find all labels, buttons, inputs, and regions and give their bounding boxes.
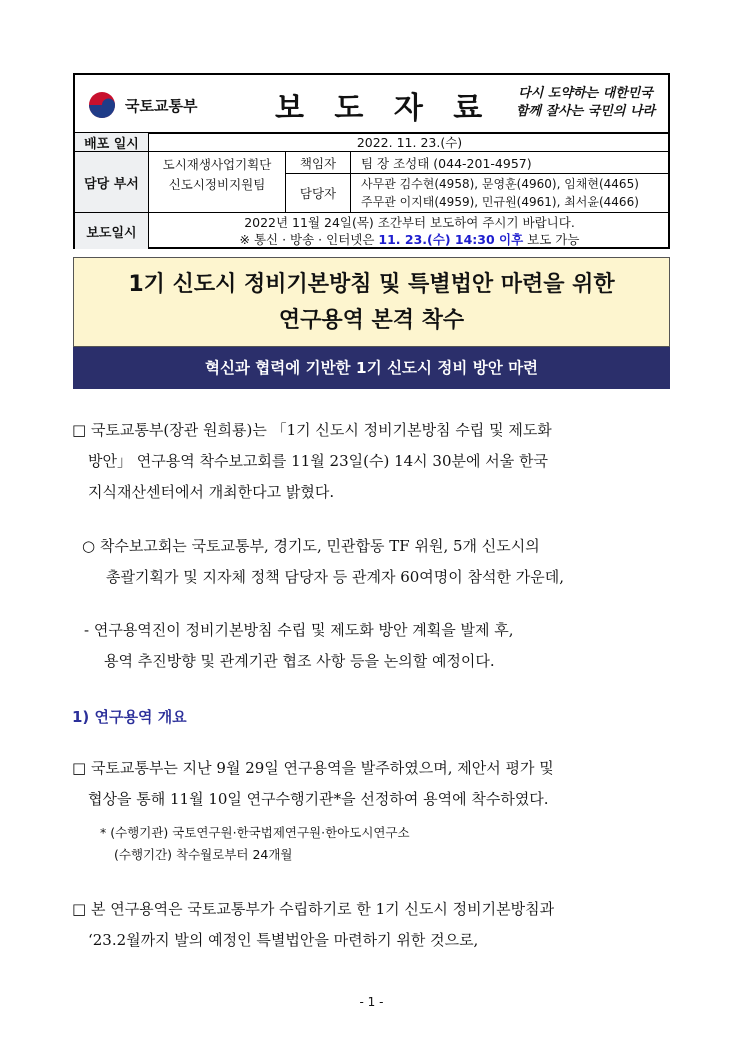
- footnote: [100, 822, 660, 866]
- headline-line2: 연구용역 본격 착수: [278, 308, 465, 333]
- staff-list: [361, 175, 671, 211]
- paragraph-4: □ 국토교통부는 지난 9월 29일 연구용역을 발주하였으며, 제안서 평가 및 협상을 통해 11월 10일 연구수행기관*을 선정하여 용역에 착수하였다.: [72, 759, 554, 808]
- dept-label: 담당 부서: [75, 152, 148, 212]
- paragraph-3: - 연구용역진이 정비기본방침 수립 및 제도화 방안 계획을 발제 후, 용역 추진방향 및 관계기관 협조 사항 등을 논의할 예정이다.: [84, 621, 514, 670]
- slogan-line2: 함께 잘사는 국민의 나라: [515, 104, 656, 119]
- footnote-line1: * (수행기관) 국토연구원·한국법제연구원·한아도시연구소: [100, 825, 410, 840]
- staff-line1: 사무관 김수현(4958), 문영훈(4960), 임채현(4465): [361, 177, 639, 191]
- headline-line1: 1기 신도시 정비기본방침 및 특별법안 마련을 위한: [128, 272, 615, 297]
- slogan: [503, 85, 668, 121]
- ministry-logo: [87, 81, 197, 129]
- headline-box: [73, 257, 670, 347]
- doc-type-title: 보 도 자 료: [275, 91, 493, 126]
- taegeuk-icon: [87, 90, 117, 120]
- subtitle-bar: 혁신과 협력에 기반한 1기 신도시 정비 방안 마련: [73, 347, 670, 389]
- header-table: [73, 73, 670, 249]
- release-info: [149, 214, 670, 248]
- paragraph-5: □ 본 연구용역은 국토교통부가 수립하기로 한 1기 신도시 정비기본방침과 ‘23.2월까지 발의 예정인 특별법안을 마련하기 위한 것으로,: [72, 900, 555, 949]
- section-heading-1: 1) 연구용역 개요: [72, 708, 187, 726]
- dept-name: [149, 155, 285, 195]
- release-label: 보도일시: [75, 213, 148, 249]
- footnote-line2: (수행기간) 착수월로부터 24개월: [114, 847, 293, 862]
- resp-value: 팀 장 조성태 (044-201-4957): [361, 155, 532, 171]
- staff-line2: 주무관 이지태(4959), 민규원(4961), 최서윤(4466): [361, 195, 639, 209]
- resp-label: 책임자: [299, 155, 337, 171]
- paragraph-2: ○ 착수보고회는 국토교통부, 경기도, 민관합동 TF 위원, 5개 신도시의 총괄기획가 및 지자체 정책 담당자 등 관계자 60여명이 참석한 가운데,: [82, 537, 565, 586]
- dist-value: 2022. 11. 23.(수): [356, 135, 463, 150]
- release-line2: ※ 통신 · 방송 · 인터넷은 11. 23.(수) 14:30 이후 보도 가능: [239, 232, 580, 247]
- staff-label: 담당자: [299, 186, 337, 201]
- slogan-line1: 다시 도약하는 대한민국: [518, 86, 653, 101]
- ministry-name: 국토교통부: [125, 96, 198, 115]
- release-line1: 2022년 11월 24일(목) 조간부터 보도하여 주시기 바랍니다.: [244, 215, 575, 230]
- page-number: - 1 -: [359, 995, 384, 1009]
- dist-label: 배포 일시: [75, 133, 148, 151]
- release-time-highlight: 11. 23.(수) 14:30 이후: [378, 232, 524, 247]
- dept-line1: 도시재생사업기획단: [162, 157, 272, 172]
- paragraph-1: □ 국토교통부(장관 원희룡)는 「1기 신도시 정비기본방침 수립 및 제도화 방안」 연구용역 착수보고회를 11월 23일(수) 14시 30분에 서울 한국 지식재산센터에서 개최한다고 밝혔다.: [72, 421, 552, 501]
- dept-line2: 신도시정비지원팀: [168, 177, 266, 192]
